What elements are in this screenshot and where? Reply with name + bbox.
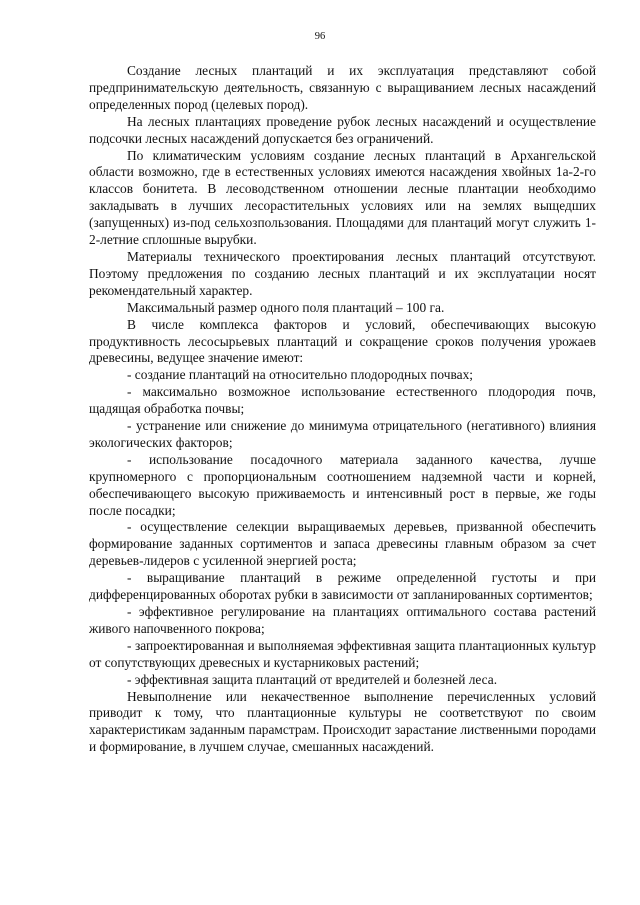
list-item: - эффективная защита плантаций от вредителей и болезней леса. xyxy=(127,671,498,687)
list-item: - выращивание плантаций в режиме определенной густоты и при дифференцированных оборотах рубки в зависимости от запланированных сортиментов; xyxy=(89,570,596,603)
paragraph: Материалы технического проектирования лесных плантаций отсутствуют. Поэтому предложения по созданию лесных плантаций и их эксплуатации носят рекомендательный характер. xyxy=(89,248,596,298)
paragraph: В числе комплекса факторов и условий, обеспечивающих высокую продуктивность лесосырьевых плантаций и сокращение сроков получения урожаев древесины, ведущее значение имеют: xyxy=(89,316,596,366)
list-item: - эффективное регулирование на плантациях оптимального состава растений живого напочвенного покрова; xyxy=(89,604,596,636)
paragraph: На лесных плантациях проведение рубок лесных насаждений и осуществление подсочки лесных насаждений допускается без ограничений. xyxy=(89,113,596,146)
paragraph: Создание лесных плантаций и их эксплуатация представляют собой предпринимательскую деятельность, связанную с выращиванием лесных насаждений определенных пород (целевых пород). xyxy=(89,63,596,112)
paragraph: По климатическим условиям создание лесных плантаций в Архангельской области возможно, где в естественных условиях имеются насаждения хвойных 1а-2-го классов бонитета. В лесоводственном отношении лесные плантации необходимо закладывать в лучших лесорастительных условиях или на землях выщедших (запущенных) из-под сельхозпользования. Площадями для плантаций могут служить 1-2-летние сплошные вырубки. xyxy=(89,147,596,248)
paragraph: Максимальный размер одного поля плантаций – 100 га. xyxy=(127,299,445,315)
list-item: - использование посадочного материала заданного качества, лучше крупномерного с пропорциональным соотношением надземной части и корней, обеспечивающего высокую приживаемость и интенсивный рост в первые, же годы после посадки; xyxy=(89,451,596,518)
body-text xyxy=(89,63,596,756)
list-item: - создание плантаций на относительно плодородных почвах; xyxy=(127,367,474,383)
list-item: - осуществление селекции выращиваемых деревьев, призванной обеспечить формирование заданных сортиментов и запаса древесины главным образом за счет деревьев-лидеров с усиленной энергией роста; xyxy=(89,519,596,569)
paragraph: Невыполнение или некачественное выполнение перечисленных условий приводит к тому, что плантационные культуры не соответствуют по своим характеристикам заданным парамстрам. Происходит зарастание лиственными породами и формирование, в лучшем случае, смешанных насаждений. xyxy=(89,688,596,755)
list-item: - устранение или снижение до минимума отрицательного (негативного) влияния экологических факторов; xyxy=(89,418,596,450)
list-item: - максимально возможное использование естественного плодородия почв, щадящая обработка почвы; xyxy=(89,384,596,417)
page-number: 96 xyxy=(314,31,326,42)
list-item: - запроектированная и выполняемая эффективная защита плантационных культур от сопутствующих древесных и кустарниковых растений; xyxy=(89,637,596,670)
